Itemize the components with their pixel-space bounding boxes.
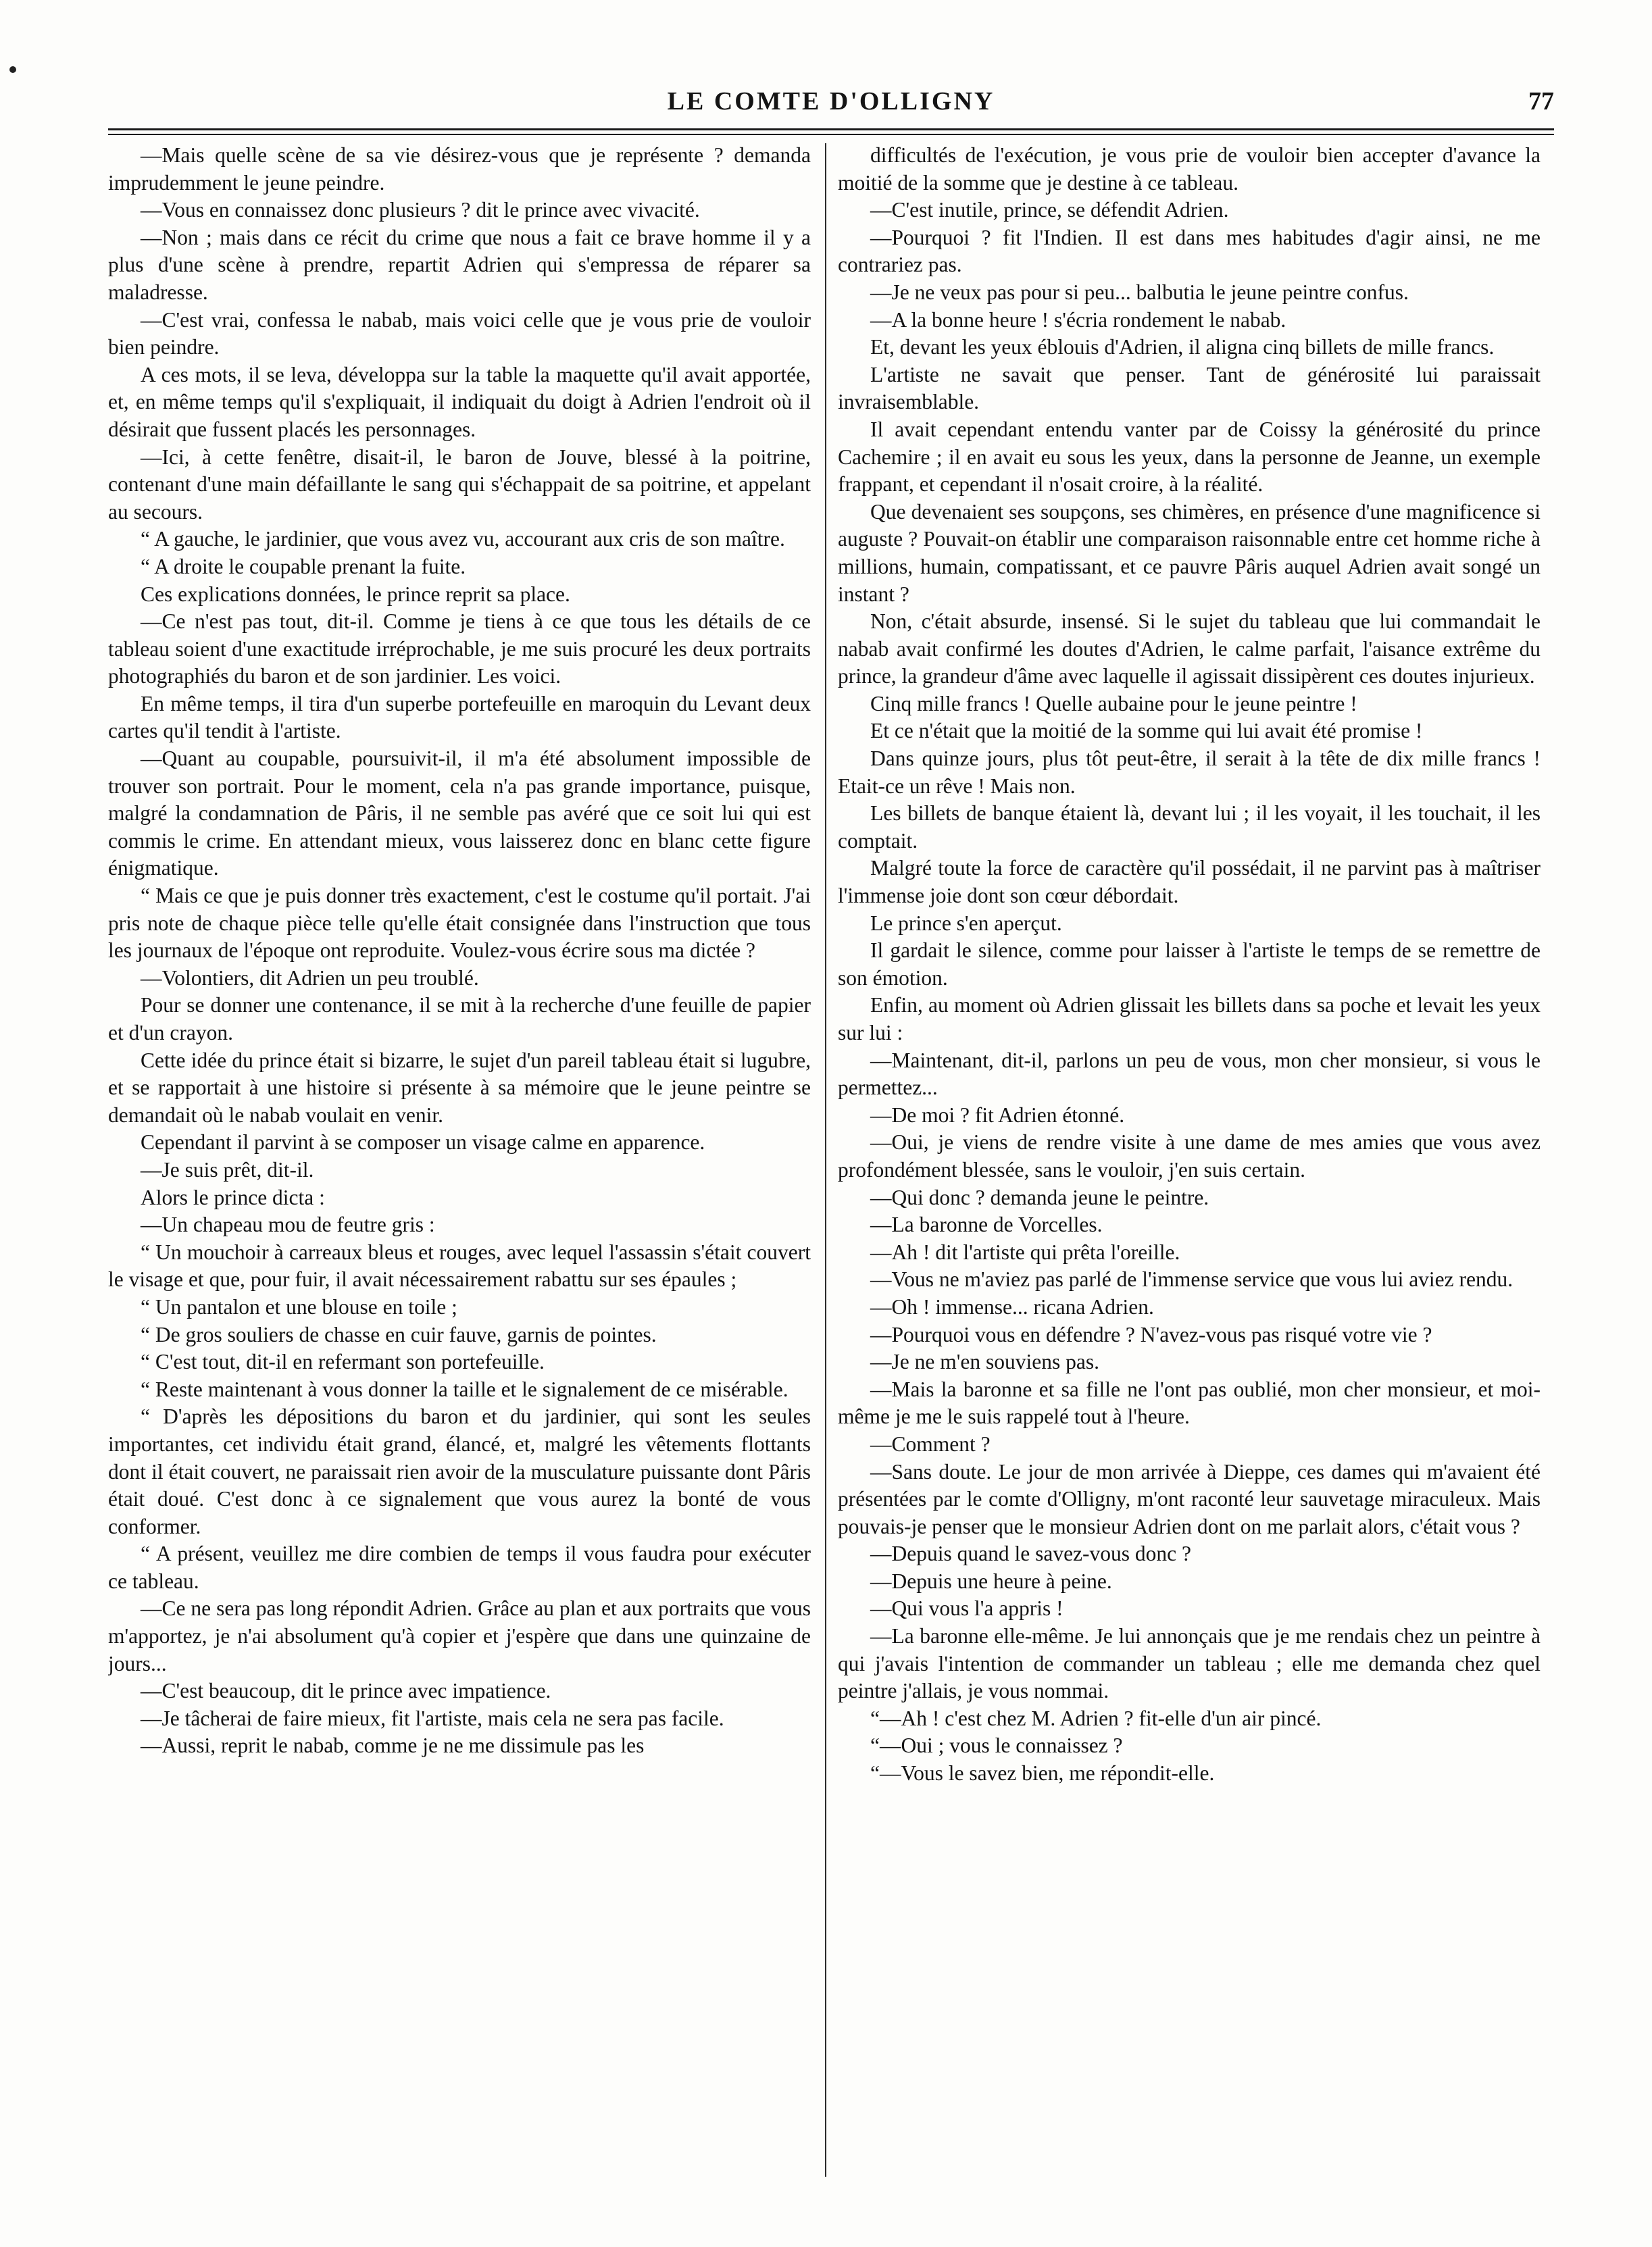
paragraph: “—Oui ; vous le connaissez ? (870, 1734, 1123, 1758)
column-divider (825, 143, 826, 2177)
paragraph: —La baronne elle-même. Je lui annonçais que je me rendais chez un peintre à qui j'avais l'intention de commander un tableau ; elle me demanda chez quel peintre j'allais, je vous nommai. (838, 1624, 1541, 1703)
paragraph: —Quant au coupable, poursuivit-il, il m'a été absolument impossible de trouver son portrait. Pour le moment, cela n'a pas grande importance, puisque, malgré la condamnation de Pâris, il ne semble pas avéré que ce soit lui qui est commis le crime. En attendant mieux, vous laisserez donc en blanc cette figure énigmatique. (108, 747, 811, 880)
right-column (838, 142, 1541, 2182)
paragraph: —C'est inutile, prince, se défendit Adrien. (870, 198, 1229, 222)
paragraph: Que devenaient ses soupçons, ses chimères, en présence d'une magnificence si auguste ? Pouvait-on établir une comparaison raisonnable entre cet homme riche à millions, humain, compatissant, et ce pauvre Pâris auquel Adrien avait songé un instant ? (838, 499, 1541, 606)
paragraph: —Pourquoi vous en défendre ? N'avez-vous pas risqué votre vie ? (870, 1322, 1432, 1346)
paragraph: “ A droite le coupable prenant la fuite. (141, 554, 466, 578)
paragraph: “ D'après les dépositions du baron et du jardinier, qui sont les seules importantes, cet individu était grand, élancé, et, malgré les vêtements flottants dont il était couvert, ne paraissait rien avoir de la musculature puissante dont Pâris était doué. C'est donc à ce signalement que vous aurez la bonté de vous conformer. (108, 1405, 811, 1538)
paragraph: —Ce n'est pas tout, dit-il. Comme je tiens à ce que tous les détails de ce tableau soient d'une exactitude irréprochable, je me suis procuré les deux portraits photographiés du baron et de son jardinier. Les voici. (108, 609, 811, 688)
paragraph: “ Reste maintenant à vous donner la taille et le signalement de ce misérable. (141, 1377, 789, 1401)
paragraph: —Je ne veux pas pour si peu... balbutia le jeune peintre confus. (870, 280, 1409, 304)
paragraph: —Vous en connaissez donc plusieurs ? dit le prince avec vivacité. (141, 198, 700, 222)
paragraph: En même temps, il tira d'un superbe portefeuille en maroquin du Levant deux cartes qu'il tendit à l'artiste. (108, 691, 811, 743)
paragraph: —Ici, à cette fenêtre, disait-il, le baron de Jouve, blessé à la poitrine, contenant d'une main défaillante le sang qui s'échappait de sa poitrine, et appelant au secours. (108, 445, 811, 524)
paragraph: —Sans doute. Le jour de mon arrivée à Dieppe, ces dames qui m'avaient été présentées par le comte d'Olligny, m'ont raconté leur sauvetage miraculeux. Mais pouvais-je penser que le monsieur Adrien dont on me parlait alors, c'était vous ? (838, 1459, 1541, 1538)
paragraph: —Non ; mais dans ce récit du crime que nous a fait ce brave homme il y a plus d'une scène à prendre, repartit Adrien qui s'empressa de réparer sa maladresse. (108, 225, 811, 304)
paragraph: Il avait cependant entendu vanter par de Coissy la générosité du prince Cachemire ; il en avait eu sous les yeux, dans la personne de Jeanne, un exemple frappant, et cependant il n'osait croire, à la réalité. (838, 417, 1541, 497)
page-header (108, 86, 1554, 127)
paragraph: —Maintenant, dit-il, parlons un peu de vous, mon cher monsieur, si vous le permettez... (838, 1048, 1541, 1100)
paragraph: —Depuis quand le savez-vous donc ? (870, 1542, 1191, 1566)
paragraph: —C'est beaucoup, dit le prince avec impatience. (141, 1679, 551, 1703)
running-title: LE COMTE D'OLLIGNY (667, 87, 995, 116)
paragraph: —Je suis prêt, dit-il. (141, 1157, 314, 1182)
paragraph: “ Un mouchoir à carreaux bleus et rouges, avec lequel l'assassin s'était couvert le visage et que, pour fuir, il avait nécessairement rabattu sur ses épaules ; (108, 1240, 811, 1292)
paragraph: “—Vous le savez bien, me répondit-elle. (870, 1761, 1215, 1786)
paragraph: Cinq mille francs ! Quelle aubaine pour le jeune peintre ! (870, 691, 1357, 715)
paragraph: “ De gros souliers de chasse en cuir fauve, garnis de pointes. (141, 1322, 657, 1346)
paragraph: —Je tâcherai de faire mieux, fit l'artiste, mais cela ne sera pas facile. (141, 1706, 724, 1730)
paragraph: —La baronne de Vorcelles. (870, 1213, 1103, 1237)
paragraph: Cette idée du prince était si bizarre, le sujet d'un pareil tableau était si lugubre, et se rapportait à une histoire si présente à sa mémoire que le jeune peintre se demandait où le nabab voulait en venir. (108, 1048, 811, 1127)
paragraph: Ces explications données, le prince reprit sa place. (141, 582, 570, 606)
paragraph: “ C'est tout, dit-il en refermant son portefeuille. (141, 1350, 545, 1374)
paragraph: L'artiste ne savait que penser. Tant de générosité lui paraissait invraisemblable. (838, 362, 1541, 414)
paragraph: Et, devant les yeux éblouis d'Adrien, il aligna cinq billets de mille francs. (870, 335, 1495, 359)
paragraph: —Oui, je viens de rendre visite à une dame de mes amies que vous avez profondément blessée, sans le vouloir, j'en suis certain. (838, 1130, 1541, 1182)
paragraph: —Aussi, reprit le nabab, comme je ne me dissimule pas les (141, 1734, 645, 1758)
paragraph: —Ah ! dit l'artiste qui prêta l'oreille. (870, 1240, 1180, 1264)
paragraph: A ces mots, il se leva, développa sur la table la maquette qu'il avait apportée, et, en même temps qu'il s'expliquait, il indiquait du doigt à Adrien l'endroit où il désirait que fussent placés les personnages. (108, 362, 811, 441)
paragraph: Malgré toute la force de caractère qu'il possédait, il ne parvint pas à maîtriser l'immense joie dont son cœur débordait. (838, 856, 1541, 908)
paragraph: “ A présent, veuillez me dire combien de temps il vous faudra pour exécuter ce tableau. (108, 1542, 811, 1593)
paragraph: —Un chapeau mou de feutre gris : (141, 1213, 435, 1237)
paragraph: “ Mais ce que je puis donner très exactement, c'est le costume qu'il portait. J'ai pris note de chaque pièce telle qu'elle était consignée dans l'instruction que tous les journaux de l'époque ont reproduite. Voulez-vous écrire sous ma dictée ? (108, 884, 811, 963)
paragraph: —Ce ne sera pas long répondit Adrien. Grâce au plan et aux portraits que vous m'apportez, je n'ai absolument qu'à copier et j'espère que dans une quinzaine de jours... (108, 1596, 811, 1675)
paragraph: Alors le prince dicta : (141, 1185, 325, 1209)
header-rule (108, 128, 1554, 130)
paragraph: —Qui vous l'a appris ! (870, 1596, 1063, 1621)
paragraph: —De moi ? fit Adrien étonné. (870, 1103, 1125, 1127)
paragraph: Non, c'était absurde, insensé. Si le sujet du tableau que lui commandait le nabab avait confirmé les doutes d'Adrien, le calme parfait, l'aisance extrême du prince, la grandeur d'âme avec laquelle il agissait dissipèrent ces doutes injurieux. (838, 609, 1541, 688)
paragraph: Enfin, au moment où Adrien glissait les billets dans sa poche et levait les yeux sur lui : (838, 993, 1541, 1044)
page-number: 77 (1528, 87, 1554, 116)
paragraph: “—Ah ! c'est chez M. Adrien ? fit-elle d'un air pincé. (870, 1706, 1322, 1730)
paragraph: —C'est vrai, confessa le nabab, mais voici celle que je vous prie de vouloir bien peindre. (108, 307, 811, 359)
paragraph: Dans quinze jours, plus tôt peut-être, il serait à la tête de dix mille francs ! Etait-ce un rêve ! Mais non. (838, 747, 1541, 798)
paragraph: Et ce n'était que la moitié de la somme qui lui avait été promise ! (870, 719, 1423, 743)
paragraph: —A la bonne heure ! s'écria rondement le nabab. (870, 307, 1286, 332)
paragraph: —Qui donc ? demanda jeune le peintre. (870, 1185, 1209, 1209)
paragraph: Pour se donner une contenance, il se mit à la recherche d'une feuille de papier et d'un crayon. (108, 993, 811, 1044)
paragraph: “ A gauche, le jardinier, que vous avez vu, accourant aux cris de son maître. (141, 527, 785, 551)
paragraph: —Vous ne m'aviez pas parlé de l'immense service que vous lui aviez rendu. (870, 1267, 1513, 1292)
header-rule-thin (108, 134, 1554, 135)
paragraph: —Mais quelle scène de sa vie désirez-vous que je représente ? demanda imprudemment le jeune peindre. (108, 143, 811, 195)
paragraph: Les billets de banque étaient là, devant lui ; il les voyait, il les touchait, il les comptait. (838, 801, 1541, 853)
paragraph: —Oh ! immense... ricana Adrien. (870, 1294, 1154, 1319)
paragraph: “ Un pantalon et une blouse en toile ; (141, 1294, 457, 1319)
margin-speck (9, 66, 16, 73)
paragraph: —Pourquoi ? fit l'Indien. Il est dans mes habitudes d'agir ainsi, ne me contrariez pas. (838, 225, 1541, 277)
paragraph: difficultés de l'exécution, je vous prie de vouloir bien accepter d'avance la moitié de la somme que je destine à ce tableau. (838, 143, 1541, 195)
paragraph: —Comment ? (870, 1432, 991, 1456)
paragraph: Il gardait le silence, comme pour laisser à l'artiste le temps de se remettre de son émotion. (838, 938, 1541, 990)
paragraph: Cependant il parvint à se composer un visage calme en apparence. (141, 1130, 705, 1155)
paragraph: Le prince s'en aperçut. (870, 911, 1062, 935)
paragraph: —Volontiers, dit Adrien un peu troublé. (141, 965, 479, 990)
left-column (108, 142, 811, 2182)
paragraph: —Je ne m'en souviens pas. (870, 1350, 1099, 1374)
paragraph: —Depuis une heure à peine. (870, 1569, 1112, 1593)
paragraph: —Mais la baronne et sa fille ne l'ont pas oublié, mon cher monsieur, et moi-même je me le suis rappelé tout à l'heure. (838, 1377, 1541, 1429)
